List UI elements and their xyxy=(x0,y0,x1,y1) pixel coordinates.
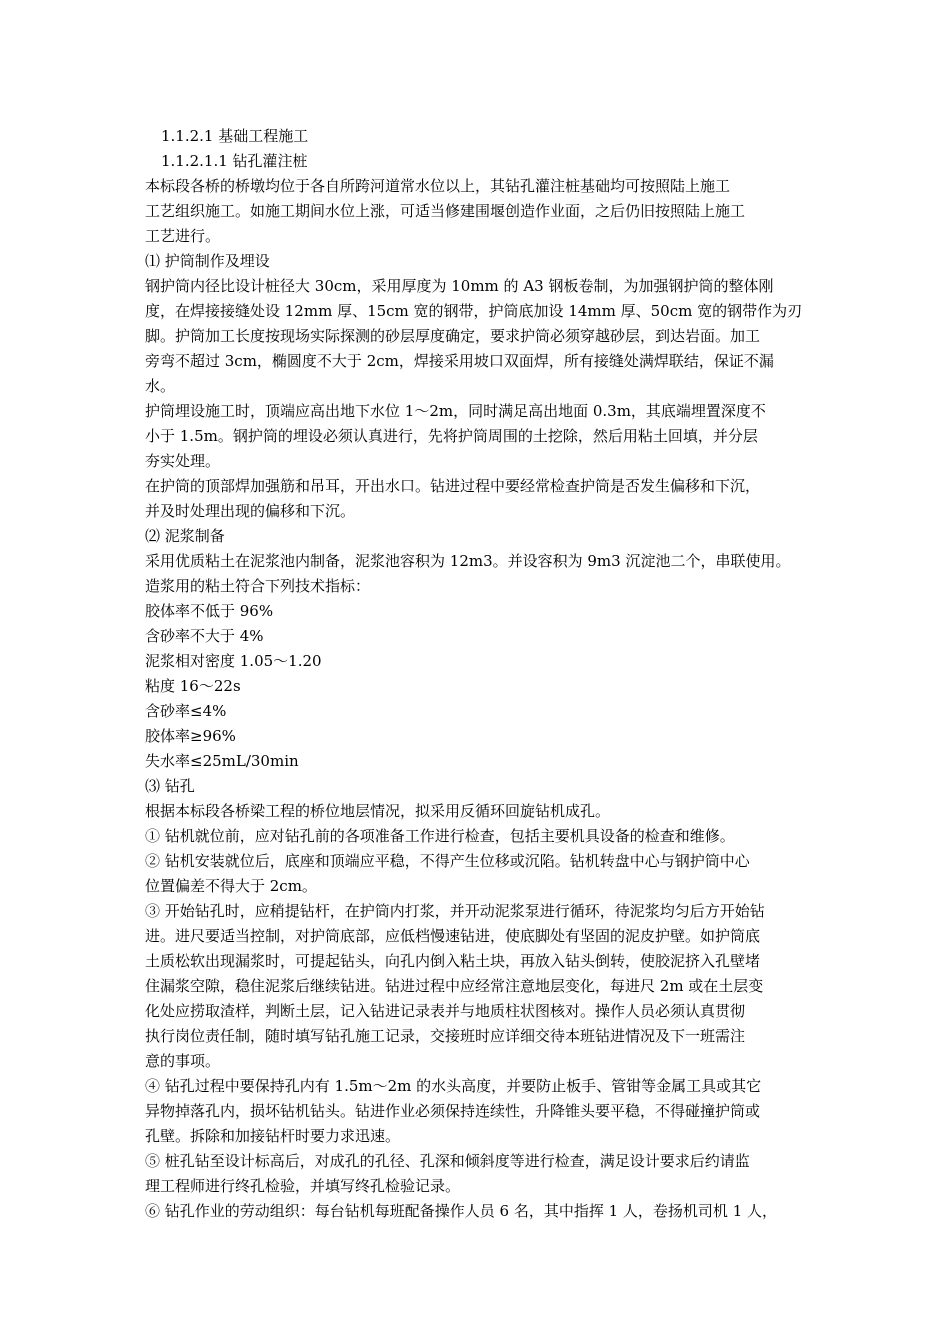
paragraph-line: 旁弯不超过 3cm，椭圆度不大于 2cm，焊接采用坡口双面焊，所有接缝处满焊联结，保证不漏 xyxy=(145,352,774,370)
paragraph-line: 本标段各桥的桥墩均位于各自所跨河道常水位以上，其钻孔灌注桩基础均可按照陆上施工 xyxy=(145,177,731,195)
paragraph-line: 并及时处理出现的偏移和下沉。 xyxy=(145,502,356,520)
paragraph-line: 异物掉落孔内，损坏钻机钻头。钻进作业必须保持连续性，升降锥头要平稳，不得碰撞护筒或 xyxy=(145,1102,761,1120)
spec-line: 含砂率不大于 4% xyxy=(145,627,264,645)
paragraph-line: ⑤ 桩孔钻至设计标高后，对成孔的孔径、孔深和倾斜度等进行检查，满足设计要求后约请监 xyxy=(145,1152,750,1170)
spec-line: 泥浆相对密度 1.05～1.20 xyxy=(145,652,322,670)
paragraph-line: 意的事项。 xyxy=(145,1052,221,1070)
paragraph-line: 执行岗位责任制，随时填写钻孔施工记录，交接班时应详细交待本班钻进情况及下一班需注 xyxy=(145,1027,746,1045)
paragraph-line: 度，在焊接接缝处设 12mm 厚、15cm 宽的钢带，护筒底加设 14mm 厚、50cm 宽的钢带作为刃 xyxy=(145,302,803,320)
paragraph-line: ① 钻机就位前，应对钻孔前的各项准备工作进行检查，包括主要机具设备的检查和维修。 xyxy=(145,827,735,845)
paragraph-line: 工艺组织施工。如施工期间水位上涨，可适当修建围堰创造作业面，之后仍旧按照陆上施工 xyxy=(145,202,746,220)
paragraph-line: 理工程师进行终孔检验，并填写终孔检验记录。 xyxy=(145,1177,461,1195)
paragraph-line: ⑥ 钻孔作业的劳动组织：每台钻机每班配备操作人员 6 名，其中指挥 1 人，卷扬机司机 1 人， xyxy=(145,1202,778,1220)
paragraph-line: 护筒埋设施工时，顶端应高出地下水位 1～2m，同时满足高出地面 0.3m，其底端埋置深度不 xyxy=(145,402,766,420)
paragraph-line: ② 钻机安装就位后，底座和顶端应平稳，不得产生位移或沉陷。钻机转盘中心与钢护筒中心 xyxy=(145,852,750,870)
spec-line: 含砂率≤4% xyxy=(145,702,227,720)
spec-line: 胶体率≥96% xyxy=(145,727,236,745)
paragraph-line: 根据本标段各桥梁工程的桥位地层情况，拟采用反循环回旋钻机成孔。 xyxy=(145,802,611,820)
spec-line: 胶体率不低于 96% xyxy=(145,602,274,620)
paragraph-line: 造浆用的粘土符合下列技术指标： xyxy=(145,577,371,595)
paragraph-line: 住漏浆空隙，稳住泥浆后继续钻进。钻进过程中应经常注意地层变化，每进尺 2m 或在土层变 xyxy=(145,977,764,995)
paragraph-line: 小于 1.5m。钢护筒的埋设必须认真进行，先将护筒周围的土挖除，然后用粘土回填，并分层 xyxy=(145,427,758,445)
section-heading: 1.1.2.1 基础工程施工 xyxy=(161,127,309,145)
subsection-heading: 1.1.2.1.1 钻孔灌注桩 xyxy=(161,152,308,170)
paragraph-line: 采用优质粘土在泥浆池内制备，泥浆池容积为 12m3。并设容积为 9m3 沉淀池二个，串联使用。 xyxy=(145,552,791,570)
item-heading: ⑶ 钻孔 xyxy=(145,777,195,795)
paragraph-line: 工艺进行。 xyxy=(145,227,221,245)
paragraph-line: 孔壁。拆除和加接钻杆时要力求迅速。 xyxy=(145,1127,401,1145)
spec-line: 失水率≤25mL/30min xyxy=(145,752,299,770)
paragraph-line: 脚。护筒加工长度按现场实际探测的砂层厚度确定，要求护筒必须穿越砂层，到达岩面。加工 xyxy=(145,327,761,345)
paragraph-line: 位置偏差不得大于 2cm。 xyxy=(145,877,317,895)
paragraph-line: 进。进尺要适当控制，对护筒底部，应低档慢速钻进，使底脚处有坚固的泥皮护壁。如护筒底 xyxy=(145,927,761,945)
paragraph-line: 在护筒的顶部焊加强筋和吊耳，开出水口。钻进过程中要经常检查护筒是否发生偏移和下沉， xyxy=(145,477,761,495)
item-heading: ⑵ 泥浆制备 xyxy=(145,527,225,545)
paragraph-line: 土质松软出现漏浆时，可提起钻头，向孔内倒入粘土块，再放入钻头倒转，使胶泥挤入孔壁堵 xyxy=(145,952,761,970)
paragraph-line: 夯实处理。 xyxy=(145,452,221,470)
paragraph-line: ③ 开始钻孔时，应稍提钻杆，在护筒内打浆，并开动泥浆泵进行循环，待泥浆均匀后方开始钻 xyxy=(145,902,765,920)
paragraph-line: ④ 钻孔过程中要保持孔内有 1.5m～2m 的水头高度，并要防止板手、管钳等金属工具或其它 xyxy=(145,1077,762,1095)
paragraph-line: 化处应捞取渣样，判断土层，记入钻进记录表并与地质柱状图核对。操作人员必须认真贯彻 xyxy=(145,1002,746,1020)
spec-line: 粘度 16～22s xyxy=(145,677,241,695)
document-body xyxy=(145,124,825,1249)
paragraph-line xyxy=(145,1224,825,1249)
paragraph-line: 水。 xyxy=(145,377,176,395)
item-heading: ⑴ 护筒制作及埋设 xyxy=(145,252,270,270)
paragraph-line: 钢护筒内径比设计桩径大 30cm，采用厚度为 10mm 的 A3 钢板卷制，为加强钢护筒的整体刚 xyxy=(145,277,774,295)
